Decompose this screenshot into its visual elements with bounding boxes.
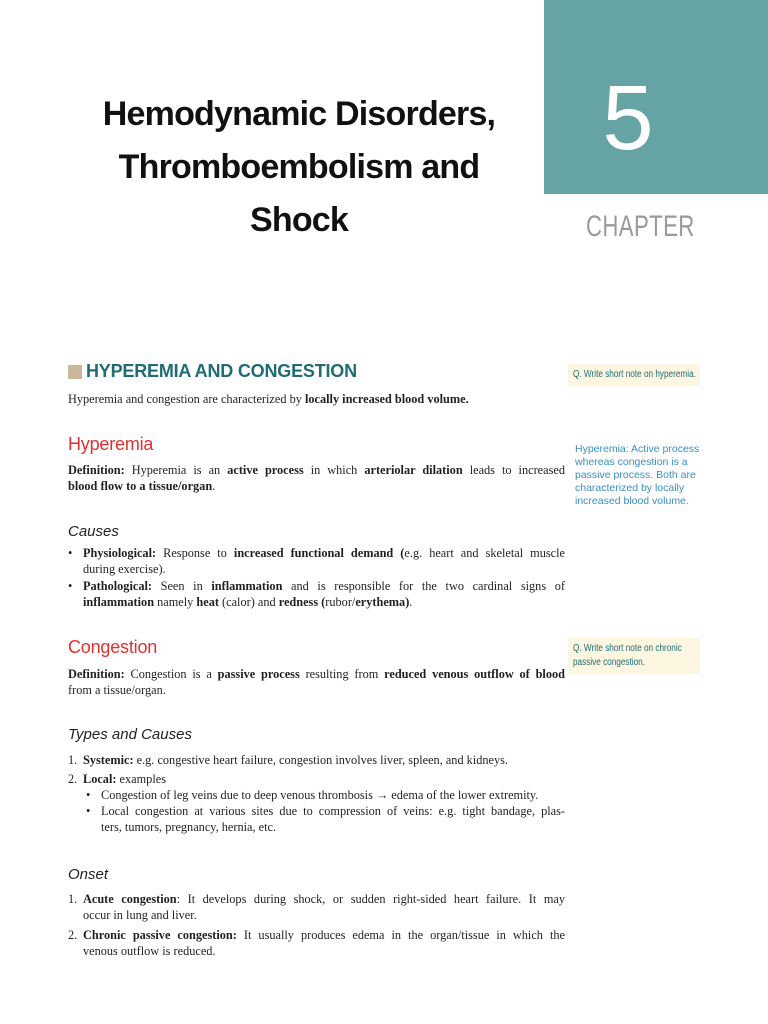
list-number: 2.	[68, 772, 78, 786]
list-item-text: Chronic passive congestion: It usually produces edema in the organ/tissue in which the	[83, 928, 565, 942]
list-item-text: Congestion of leg veins due to deep venous thrombosis → edema of the lower extremity.	[101, 788, 539, 802]
sidebar-question-text: Q. Write short note on hyperemia.	[573, 369, 696, 380]
section-heading	[68, 361, 357, 382]
list-item-text: Physiological: Response to increased functional demand (e.g. heart and skeletal muscle	[83, 546, 566, 560]
list-number: 1.	[68, 753, 78, 767]
sidebar-note-line: characterized by locally	[575, 482, 685, 494]
list-item	[86, 787, 565, 803]
section-intro	[68, 391, 565, 407]
congestion-heading: Congestion	[68, 637, 158, 657]
chapter-title-line: Shock	[249, 201, 349, 239]
bullet-icon: •	[86, 788, 91, 802]
bullet-icon: •	[68, 579, 73, 593]
list-item	[68, 545, 565, 579]
list-item-text: Local congestion at various sites due to compression of veins: e.g. tight bandage, plas-	[101, 804, 565, 818]
sidebar-note	[575, 443, 705, 508]
chapter-number: 5	[602, 67, 654, 169]
sidebar-question-line: Q. Write short note on chronic	[573, 643, 682, 654]
heading-square-icon	[68, 365, 82, 379]
list-item-text: Systemic: e.g. congestive heart failure, congestion involves liver, spleen, and kidneys.	[83, 753, 509, 767]
list-number: 1.	[68, 892, 78, 906]
hyperemia-heading: Hyperemia	[68, 434, 154, 454]
sidebar-note-line: passive process. Both are	[575, 469, 696, 481]
sidebar-question	[568, 364, 700, 386]
sidebar-note-line: Hyperemia: Active process	[575, 443, 700, 455]
list-number: 2.	[68, 928, 78, 942]
list-item	[68, 927, 565, 961]
congestion-definition-line: Definition: Congestion is a passive process resulting from reduced venous outflow of blood	[68, 667, 565, 681]
list-item-text: inflammation namely heat (calor) and redness (rubor/erythema).	[83, 595, 413, 609]
list-item-text: during exercise).	[83, 562, 166, 576]
list-item	[86, 803, 565, 837]
list-item-text: Acute congestion: It develops during shock, or sudden right-sided heart failure. It may	[83, 892, 565, 906]
sidebar-question-line: passive congestion.	[573, 657, 646, 668]
section-heading-text: HYPEREMIA AND CONGESTION	[86, 361, 357, 381]
hyperemia-definition-line: blood flow to a tissue/organ.	[68, 479, 216, 493]
chapter-title-line: Hemodynamic Disorders,	[102, 95, 496, 133]
list-item-text: venous outflow is reduced.	[83, 944, 216, 958]
chapter-title	[70, 88, 528, 247]
bullet-icon: •	[86, 804, 91, 818]
intro-text: Hyperemia and congestion are characterized by locally increased blood volume.	[68, 392, 469, 406]
list-item	[68, 771, 565, 787]
chapter-label: CHAPTER	[586, 210, 695, 243]
causes-heading: Causes	[68, 523, 119, 540]
hyperemia-definition-line: Definition: Hyperemia is an active process in which arteriolar dilation leads to increased	[68, 463, 565, 477]
sidebar-note-line: increased blood volume.	[575, 495, 689, 507]
bullet-icon: •	[68, 546, 73, 560]
list-item-text: occur in lung and liver.	[83, 908, 197, 922]
list-item	[68, 578, 565, 612]
sidebar-note-line: whereas congestion is a	[575, 456, 688, 468]
list-item	[68, 891, 565, 925]
onset-heading: Onset	[68, 866, 109, 883]
list-item-text: Pathological: Seen in inflammation and is responsible for the two cardinal signs of	[83, 579, 565, 593]
sidebar-question	[568, 638, 700, 674]
chapter-title-line: Thromboembolism and	[118, 148, 480, 186]
list-item	[68, 752, 565, 768]
list-item-text: Local: examples	[83, 772, 166, 786]
list-item-text: ters, tumors, pregnancy, hernia, etc.	[101, 820, 277, 834]
congestion-definition-line: from a tissue/organ.	[68, 683, 166, 697]
types-heading: Types and Causes	[68, 726, 192, 743]
